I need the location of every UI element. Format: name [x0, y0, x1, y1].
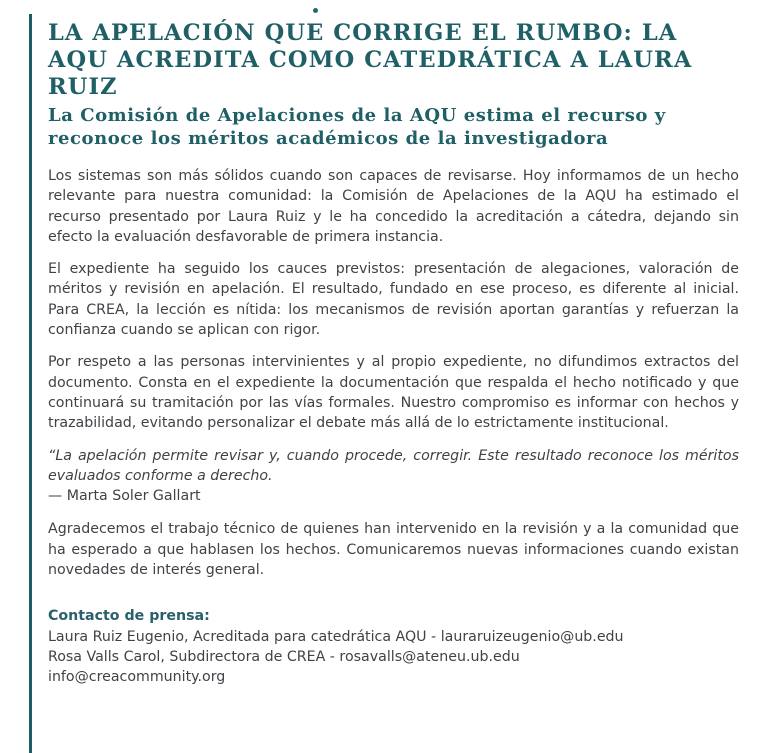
press-contact — [48, 606, 739, 687]
press-release — [48, 20, 739, 688]
paragraph-closing: Agradecemos el trabajo técnico de quienes han intervenido en la revisión y a la comunidad que ha esperado a que hablasen los hechos. Comunicaremos nuevas informaciones cuando existan novedades de interés general. — [48, 521, 739, 579]
paragraph-process: El expediente ha seguido los cauces previstos: presentación de alegaciones, valoración de méritos y revisión en apelación. El resultado, fundado en ese proceso, es diferente al inicial. Para CREA, la lección es nítida: los mecanismos de revisión aportan garantías y refuerzan la confianza cuando se aplican con rigor. — [48, 261, 739, 339]
quote-text: “La apelación permite revisar y, cuando procede, corregir. Este resultado reconoce los méritos evaluados conforme a derecho. — [48, 447, 739, 484]
headline: LA APELACIÓN QUE CORRIGE EL RUMBO: LA AQU ACREDITA COMO CATEDRÁTICA A LAURA RUIZ — [48, 20, 693, 100]
article-body — [48, 166, 739, 580]
paragraph-respect: Por respeto a las personas intervinientes y al propio expediente, no difundimos extractos del documento. Consta en el expediente la documentación que respalda el hecho notificado y que continuará su tramitación por las vías formales. Nuestro compromiso es informar con hechos y trazabilidad, evitando personalizar el debate más allá de lo estrictamente institucional. — [48, 354, 739, 432]
contact-line-info: info@creacommunity.org — [48, 669, 226, 686]
contact-line-laura: Laura Ruiz Eugenio, Acreditada para catedrática AQU - lauraruizeugenio@ub.edu — [48, 628, 624, 645]
subheadline: La Comisión de Apelaciones de la AQU estima el recurso y reconoce los méritos académicos de la investigadora — [48, 105, 666, 149]
paragraph-intro: Los sistemas son más sólidos cuando son capaces de revisarse. Hoy informamos de un hecho relevante para nuestra comunidad: la Comisión de Apelaciones de la AQU ha estimado el recurso presentado por Laura Ruiz y le ha concedido la acreditación a cátedra, dejando sin efecto la evaluación desfavorable de primera instancia. — [48, 168, 739, 245]
quote-author: — Marta Soler Gallart — [48, 488, 201, 505]
contact-heading: Contacto de prensa: — [48, 608, 210, 625]
contact-line-rosa: Rosa Valls Carol, Subdirectora de CREA - rosavalls@ateneu.ub.edu — [48, 648, 520, 665]
left-accent-rule — [29, 14, 32, 753]
decorative-dot — [313, 8, 318, 13]
quote-block — [48, 446, 739, 507]
